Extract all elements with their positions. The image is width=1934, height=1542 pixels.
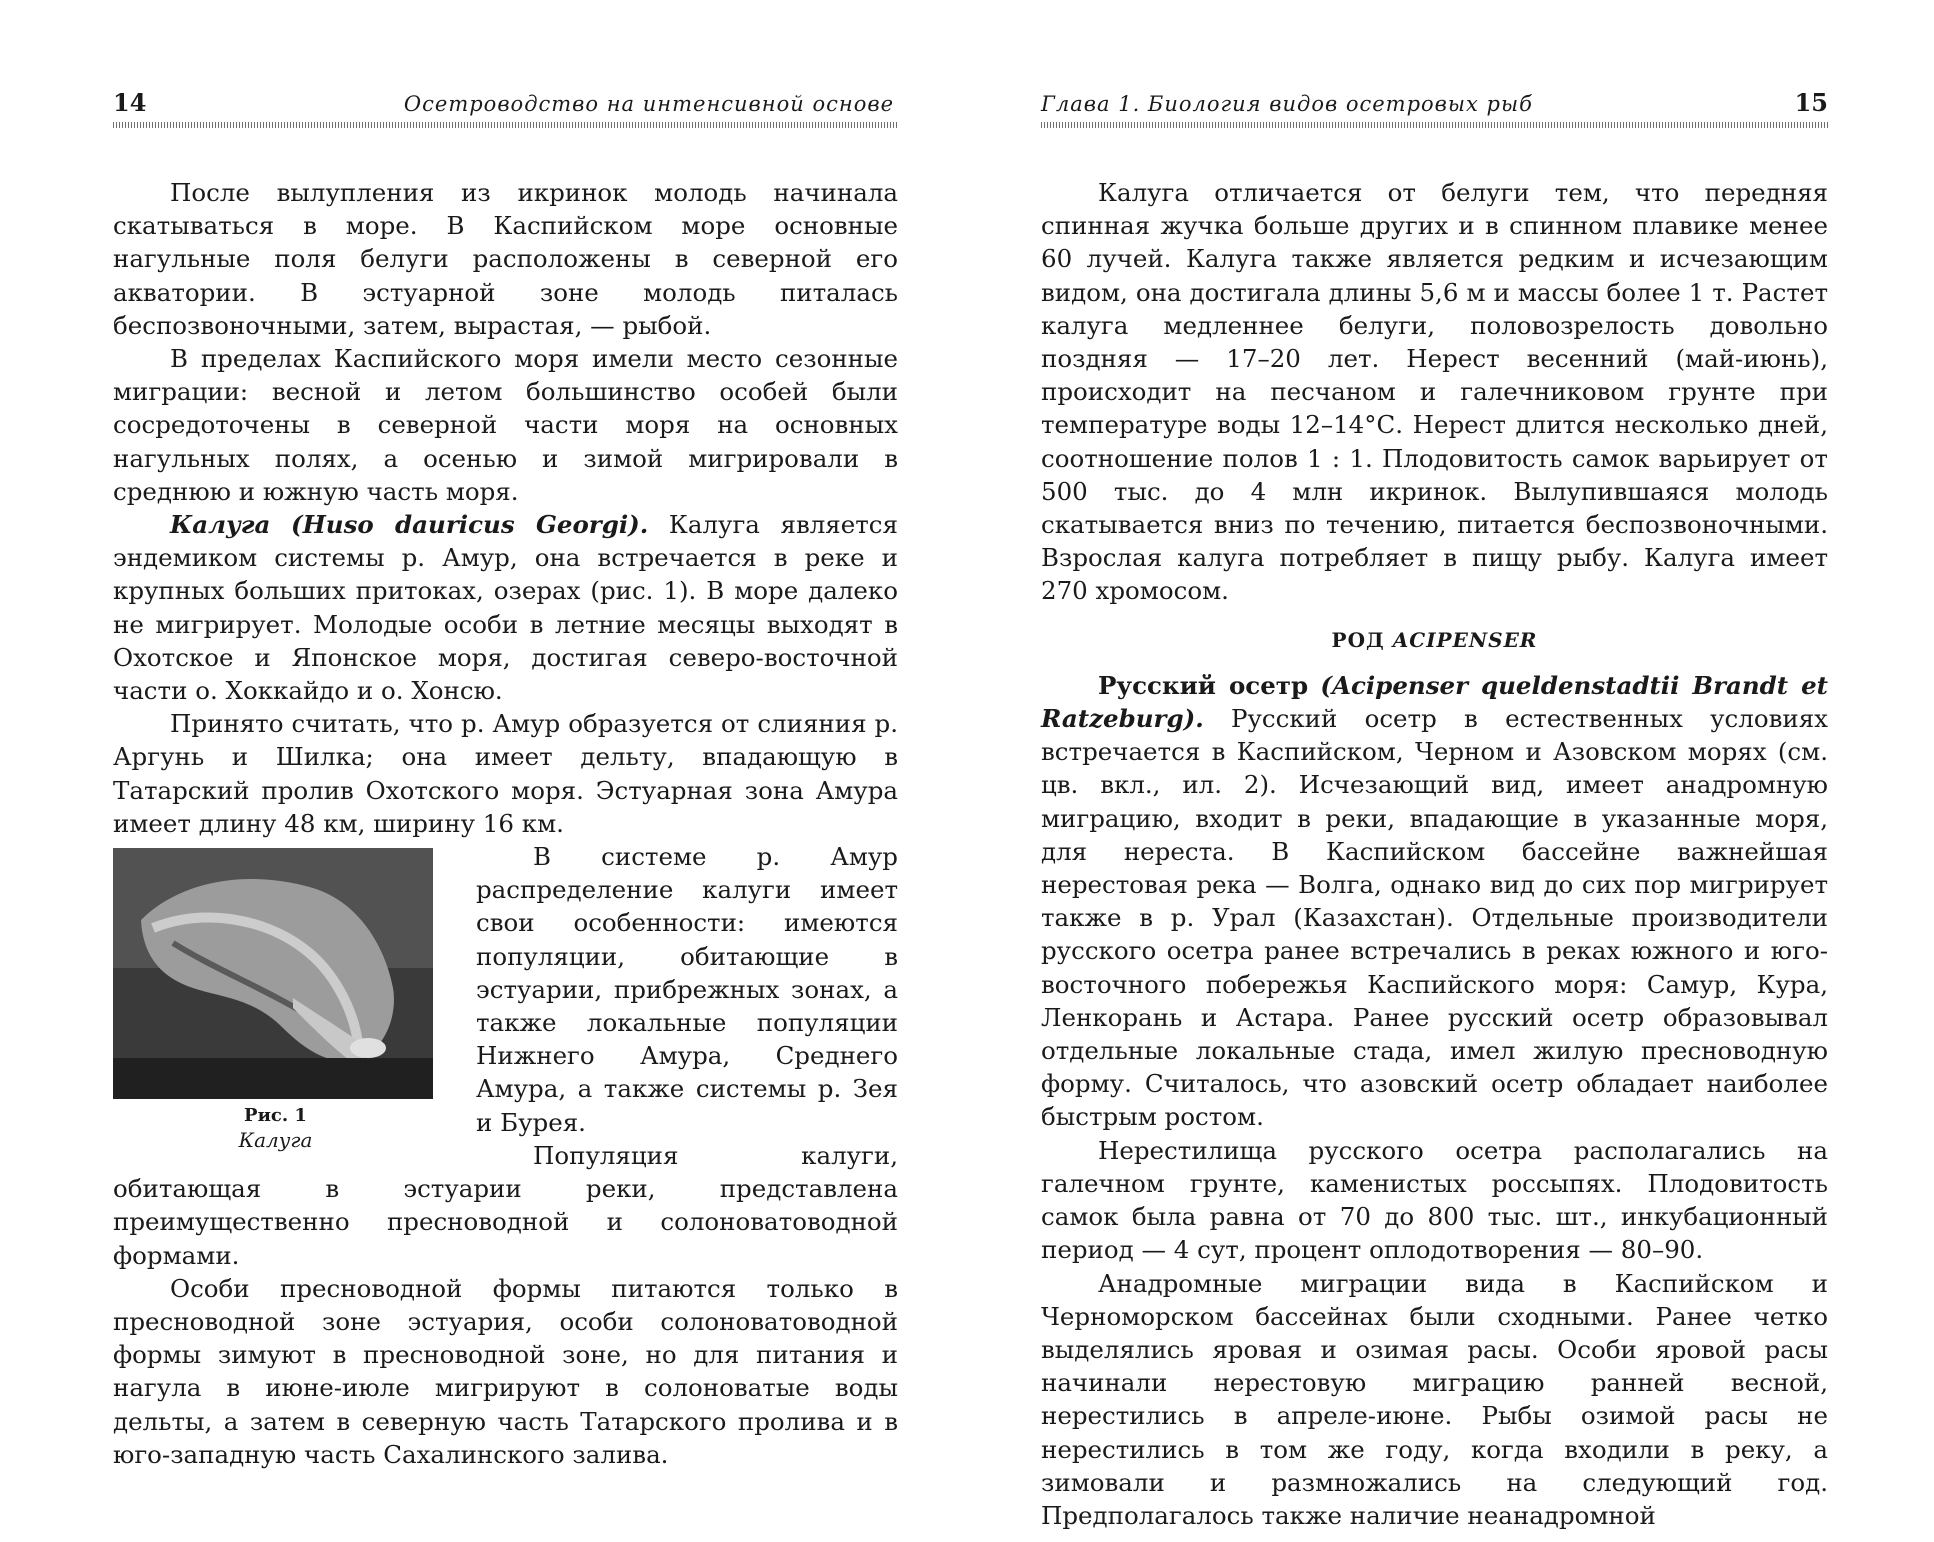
- paragraph-text: Русский осетр в естественных условиях встречается в Каспийском, Черном и Азовском морях (см. цв. вкл., ил. 2). Исчезающий вид, имеет анадромную миграцию, входит в реки, впадающие в указанные моря, для нереста. В Каспийском бассейне важнейшая нерестовая река — Волга, однако вид до сих пор мигрирует также в р. Урал (Казахстан). Отдельные производители русского осетра ранее встречались в реках южного и юго-восточного побережья Каспийского моря: Самур, Кура, Ленкорань и Астара. Ранее русский осетр образовывал отдельные локальные стада, имел жилую пресноводную форму. Считалось, что азовский осетр обладает наиболее быстрым ростом.: [1041, 704, 1828, 1132]
- page-number: 14: [113, 88, 147, 117]
- section-genus: ACIPENSER: [1392, 627, 1538, 652]
- kaluga-photo: [113, 848, 433, 1099]
- paragraph: Калуга отличается от белуги тем, что передняя спинная жучка больше других и в спинном плавике менее 60 лучей. Калуга также является редким и исчезающим видом, она достигала длины 5,6 м и массы более 1 т. Растет калуга медленнее белуги, половозрелость довольно поздняя — 17–20 лет. Нерест весенний (май-июнь), происходит на песчаном и галечниковом грунте при температуре воды 12–14°С. Нерест длится несколько дней, соотношение полов 1 : 1. Плодовитость самок варьирует от 500 тыс. до 4 млн икринок. Вылупившаяся молодь скатывается вниз по течению, питается беспозвоночными. Взрослая калуга потребляет в пищу рыбу. Калуга имеет 270 хромосом.: [1041, 178, 1828, 606]
- latin-name: (Huso dauricus Georgi).: [291, 510, 649, 540]
- paragraph: После вылупления из икринок молодь начинала скатываться в море. В Каспийском море основные нагульные поля белуги расположены в северной его акватории. В эстуарной зоне молодь питалась беспозвоночными, затем, вырастая, — рыбой.: [113, 178, 898, 340]
- kaluga-fish-image: [113, 848, 433, 1099]
- header-rule: [113, 122, 898, 128]
- figure-label: Рис. 1: [244, 1105, 307, 1127]
- paragraph: Принято считать, что р. Амур образуется от слияния р. Аргунь и Шилка; она имеет дельту, впадающую в Татарский пролив Охотского моря. Эстуарная зона Амура имеет длину 48 км, ширину 16 км.: [113, 709, 898, 838]
- right-page-body: [1041, 176, 1828, 1532]
- left-page-body: [113, 176, 898, 1471]
- paragraph-kaluga: [113, 508, 898, 707]
- right-page: [967, 0, 1934, 1542]
- running-title: Осетроводство на интенсивной основе: [403, 92, 894, 116]
- paragraph-text: Калуга является эндемиком системы р. Амур, она встречается в реке и крупных больших притоках, озерах (рис. 1). В море далеко не мигрирует. Молодые особи в летние месяцы выходят в Охотское и Японское моря, достигая северо-восточной части о. Хоккайдо и о. Хонсю.: [113, 510, 898, 706]
- figure-1: [113, 848, 438, 1153]
- header-rule: [1041, 122, 1828, 128]
- page-number: 15: [1794, 88, 1828, 117]
- paragraph: Особи пресноводной формы питаются только в пресноводной зоне эстуария, особи солоноватоводной формы зимуют в пресноводной зоне, но для питания и нагула в июне-июле мигрируют в солоноватые воды дельты, а затем в северную часть Татарского пролива и в юго-западную часть Сахалинского залива.: [113, 1273, 898, 1469]
- paragraph: В пределах Каспийского моря имели место сезонные миграции: весной и летом большинство особей были сосредоточены в северной части моря на основных нагульных полях, а осенью и зимой мигрировали в среднюю и южную часть моря.: [113, 344, 898, 506]
- latin-name: (Acipenser queldenstadtii Brandt et Ratzeburg).: [1041, 670, 1828, 734]
- figure-caption: Калуга: [238, 1128, 313, 1153]
- left-page-header: [113, 88, 898, 128]
- right-page-header: [1041, 88, 1828, 128]
- paragraph: Анадромные миграции вида в Каспийском и Черноморском бассейнах были сходными. Ранее четко выделялись яровая и озимая расы. Особи яровой расы начинали нерестовую миграцию ранней весной, нерестились в апреле-июне. Рыбы озимой расы не нерестились в том же году, когда входили в реку, а зимовали и размножались на следующий год. Предполагалось также наличие неанадромной: [1041, 1268, 1828, 1530]
- species-name: Калуга: [170, 510, 271, 540]
- section-prefix: РОД: [1331, 627, 1385, 652]
- species-name: Русский осетр: [1098, 670, 1309, 700]
- paragraph: Нерестилища русского осетра располагались на галечном грунте, каменистых россыпях. Плодовитость самок была равна от 70 до 800 тыс. шт., инкубационный период — 4 сут, процент оплодотворения — 80–90.: [1041, 1135, 1828, 1265]
- paragraph: В системе р. Амур распределение калуги имеет свои особенности: имеются популяции, обитающие в эстуарии, прибрежных зонах, а также локальные популяции Нижнего Амура, Среднего Амура, а также системы р. Зея и Бурея.: [476, 842, 898, 1137]
- paragraph-russian-sturgeon: [1041, 669, 1828, 1134]
- running-title: Глава 1. Биология видов осетровых рыб: [1041, 92, 1533, 116]
- section-heading: [1041, 624, 1828, 657]
- paragraph: Популяция калуги, обитающая в эстуарии реки, представлена преимущественно пресноводной и солоноватоводной формами.: [113, 1140, 898, 1270]
